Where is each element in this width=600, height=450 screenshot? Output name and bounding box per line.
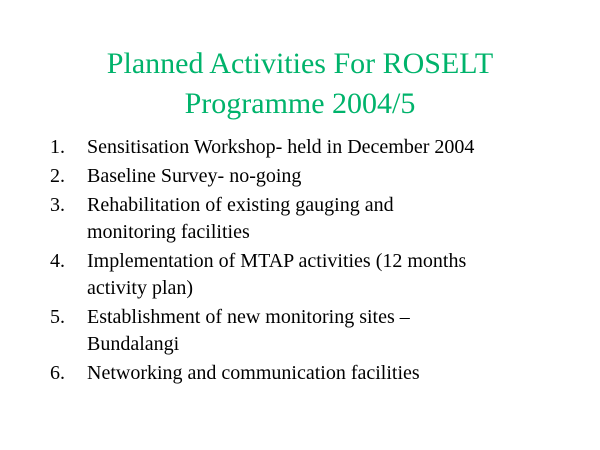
- list-item-text: [87, 304, 560, 358]
- list-item-line: monitoring facilities: [87, 221, 250, 243]
- list-item-number: 2.: [50, 165, 65, 187]
- list-item-text: [87, 248, 560, 302]
- list-item-number: 3.: [50, 194, 65, 216]
- slide-title-line-2: Programme 2004/5: [184, 87, 416, 120]
- list-item-number: 5.: [50, 306, 65, 328]
- list-item-text: [87, 192, 560, 246]
- list-item: [50, 134, 560, 161]
- slide-title: [0, 44, 600, 124]
- list-item-text: [87, 360, 560, 387]
- list-item-line: Bundalangi: [87, 333, 180, 355]
- list-item-line: Baseline Survey- no-going: [87, 165, 302, 187]
- list-item-line: Sensitisation Workshop- held in December 2004: [87, 136, 475, 158]
- activity-list: [50, 134, 560, 389]
- list-item-text: [87, 163, 560, 190]
- list-item-number: 4.: [50, 250, 65, 272]
- list-item-number: 1.: [50, 136, 65, 158]
- list-item-number: 6.: [50, 362, 65, 384]
- list-item-line: Rehabilitation of existing gauging and: [87, 194, 394, 216]
- list-item: [50, 360, 560, 387]
- list-item: [50, 248, 560, 302]
- list-item-line: activity plan): [87, 277, 194, 299]
- list-item-text: [87, 134, 560, 161]
- list-item-line: Networking and communication facilities: [87, 362, 420, 384]
- slide-title-line-1: Planned Activities For ROSELT: [106, 47, 494, 80]
- list-item: [50, 192, 560, 246]
- list-item-line: Implementation of MTAP activities (12 months: [87, 250, 467, 272]
- list-item: [50, 163, 560, 190]
- list-item-line: Establishment of new monitoring sites –: [87, 306, 410, 328]
- list-item: [50, 304, 560, 358]
